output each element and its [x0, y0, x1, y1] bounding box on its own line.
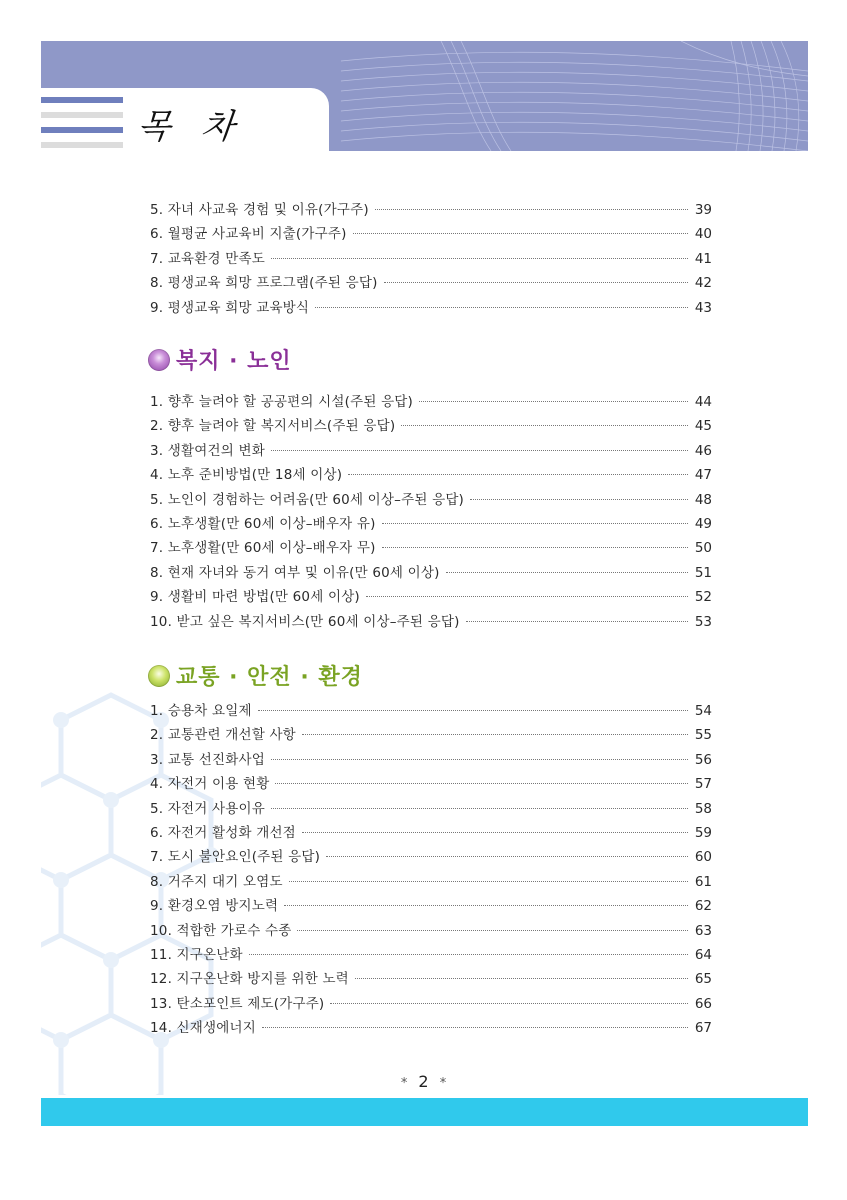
toc-entry-label: 14. 신재생에너지 — [150, 1020, 257, 1037]
toc-entry[interactable] — [150, 439, 712, 463]
dot-leader — [302, 734, 688, 735]
toc-entry[interactable] — [150, 845, 712, 869]
toc-list-welfare — [150, 390, 712, 634]
toc-entry-page: 64 — [694, 946, 712, 963]
toc-entry-page: 52 — [694, 589, 712, 606]
toc-entry-label: 9. 평생교육 희망 교육방식 — [150, 299, 310, 316]
toc-entry-page: 42 — [694, 275, 712, 292]
section-heading-transport[interactable] — [148, 660, 363, 691]
dot-leader — [275, 783, 688, 784]
toc-entry[interactable] — [150, 390, 712, 414]
toc-entry-page: 39 — [694, 202, 712, 218]
toc-entry-page: 54 — [694, 703, 712, 719]
toc-entry[interactable] — [150, 247, 712, 271]
toc-entry-page: 60 — [694, 849, 712, 866]
dot-leader — [258, 710, 688, 711]
toc-entry-page: 57 — [694, 776, 712, 793]
toc-entry-label: 6. 월평균 사교육비 지출(가구주) — [150, 226, 347, 243]
title-stripes — [41, 97, 123, 151]
toc-entry[interactable] — [150, 536, 712, 560]
toc-entry[interactable] — [150, 967, 712, 991]
toc-entry[interactable] — [150, 561, 712, 585]
section-title: 교통 · 안전 · 환경 — [176, 665, 363, 690]
toc-entry-label: 1. 향후 늘려야 할 공공편의 시설(주된 응답) — [150, 394, 414, 410]
dot-leader — [419, 401, 688, 402]
toc-entry-label: 8. 현재 자녀와 동거 여부 및 이유(만 60세 이상) — [150, 564, 440, 581]
toc-entry[interactable] — [150, 772, 712, 796]
toc-entry-page: 43 — [694, 299, 712, 316]
dot-leader — [297, 930, 688, 931]
toc-entry-page: 63 — [694, 922, 712, 939]
toc-entry-label: 7. 교육환경 만족도 — [150, 250, 265, 267]
toc-entry-label: 7. 노후생활(만 60세 이상–배우자 무) — [150, 540, 376, 557]
dot-leader — [249, 954, 688, 955]
toc-entry-label: 5. 자전거 사용이유 — [150, 800, 265, 817]
toc-entry[interactable] — [150, 992, 712, 1016]
toc-entry-page: 65 — [694, 971, 712, 988]
toc-entry-page: 56 — [694, 751, 712, 768]
header-banner — [41, 41, 808, 151]
dot-leader — [384, 282, 688, 283]
stripe — [41, 97, 123, 103]
dot-leader — [401, 425, 688, 426]
dot-leader — [382, 547, 688, 548]
toc-entry[interactable] — [150, 821, 712, 845]
dot-leader — [466, 621, 688, 622]
dot-leader — [382, 523, 688, 524]
toc-entry-label: 8. 거주지 대기 오염도 — [150, 873, 283, 890]
dot-leader — [271, 808, 688, 809]
toc-entry[interactable] — [150, 870, 712, 894]
toc-entry-page: 59 — [694, 824, 712, 841]
toc-entry-label: 4. 노후 준비방법(만 18세 이상) — [150, 467, 343, 484]
toc-list-education-continued — [150, 198, 712, 320]
section-title: 복지 · 노인 — [176, 349, 292, 374]
page-title: 목 차 — [135, 107, 247, 147]
toc-entry[interactable] — [150, 699, 712, 723]
toc-entry-page: 46 — [694, 442, 712, 459]
toc-entry-label: 4. 자전거 이용 현황 — [150, 776, 270, 793]
toc-entry-label: 7. 도시 불안요인(주된 응답) — [150, 849, 321, 866]
toc-entry-page: 41 — [694, 250, 712, 267]
toc-entry[interactable] — [150, 222, 712, 246]
toc-entry-label: 10. 받고 싶은 복지서비스(만 60세 이상–주된 응답) — [150, 613, 460, 630]
toc-entry-page: 44 — [694, 394, 712, 410]
toc-entry-page: 50 — [694, 540, 712, 557]
toc-entry-page: 66 — [694, 995, 712, 1012]
toc-entry[interactable] — [150, 296, 712, 320]
toc-entry-page: 47 — [694, 467, 712, 484]
toc-entry-page: 45 — [694, 418, 712, 435]
toc-entry[interactable] — [150, 271, 712, 295]
dot-leader — [348, 474, 688, 475]
toc-entry-page: 58 — [694, 800, 712, 817]
toc-entry-label: 2. 교통관련 개선할 사항 — [150, 727, 296, 744]
dot-leader — [271, 450, 688, 451]
toc-entry-label: 13. 탄소포인트 제도(가구주) — [150, 995, 325, 1012]
dot-leader — [289, 881, 688, 882]
toc-entry[interactable] — [150, 748, 712, 772]
toc-entry[interactable] — [150, 414, 712, 438]
toc-entry-label: 2. 향후 늘려야 할 복지서비스(주된 응답) — [150, 418, 396, 435]
toc-entry-label: 1. 승용차 요일제 — [150, 703, 252, 719]
toc-entry[interactable] — [150, 894, 712, 918]
toc-entry-label: 5. 자녀 사교육 경험 및 이유(가구주) — [150, 202, 369, 218]
toc-entry[interactable] — [150, 943, 712, 967]
stripe — [41, 127, 123, 133]
asterisk-icon: * — [400, 1076, 408, 1091]
toc-entry-page: 40 — [694, 226, 712, 243]
toc-entry[interactable] — [150, 512, 712, 536]
toc-entry-page: 49 — [694, 515, 712, 532]
toc-entry-label: 8. 평생교육 희망 프로그램(주된 응답) — [150, 275, 378, 292]
stripe — [41, 142, 123, 148]
toc-entry[interactable] — [150, 797, 712, 821]
dot-leader — [271, 258, 688, 259]
toc-entry-label: 6. 노후생활(만 60세 이상–배우자 유) — [150, 515, 376, 532]
toc-entry-label: 3. 교통 선진화사업 — [150, 751, 265, 768]
toc-entry-label: 6. 자전거 활성화 개선점 — [150, 824, 296, 841]
purple-orb-icon — [148, 349, 170, 371]
asterisk-icon: * — [439, 1076, 447, 1091]
toc-entry[interactable] — [150, 198, 712, 222]
dot-leader — [262, 1027, 688, 1028]
page-number — [0, 1072, 847, 1091]
dot-leader — [355, 978, 688, 979]
page-number-value: 2 — [418, 1072, 429, 1091]
toc-entry-label: 9. 환경오염 방지노력 — [150, 898, 279, 915]
toc-entry-page: 67 — [694, 1020, 712, 1037]
toc-entry[interactable] — [150, 1016, 712, 1040]
stripe — [41, 112, 123, 118]
footer-bar — [41, 1098, 808, 1126]
green-orb-icon — [148, 665, 170, 687]
dot-leader — [353, 233, 688, 234]
toc-entry[interactable] — [150, 723, 712, 747]
toc-entry-label: 3. 생활여건의 변화 — [150, 442, 265, 459]
dot-leader — [446, 572, 688, 573]
toc-entry[interactable] — [150, 488, 712, 512]
toc-entry-label: 5. 노인이 경험하는 어려움(만 60세 이상–주된 응답) — [150, 491, 465, 508]
toc-entry-page: 55 — [694, 727, 712, 744]
toc-entry-label: 11. 지구온난화 — [150, 946, 243, 963]
toc-entry-page: 61 — [694, 873, 712, 890]
toc-entry-label: 9. 생활비 마련 방법(만 60세 이상) — [150, 589, 360, 606]
toc-entry-label: 12. 지구온난화 방지를 위한 노력 — [150, 971, 349, 988]
dot-leader — [284, 905, 688, 906]
dot-leader — [271, 759, 688, 760]
toc-entry-label: 10. 적합한 가로수 수종 — [150, 922, 292, 939]
toc-entry-page: 51 — [694, 564, 712, 581]
toc-entry-page: 53 — [694, 613, 712, 630]
toc-entry[interactable] — [150, 463, 712, 487]
toc-entry[interactable] — [150, 610, 712, 634]
dot-leader — [375, 209, 688, 210]
dot-leader — [326, 856, 688, 857]
toc-entry-page: 48 — [694, 491, 712, 508]
toc-entry[interactable] — [150, 919, 712, 943]
toc-entry[interactable] — [150, 585, 712, 609]
toc-entry-page: 62 — [694, 898, 712, 915]
dot-leader — [366, 596, 688, 597]
section-heading-welfare[interactable] — [148, 344, 292, 375]
dot-leader — [470, 499, 688, 500]
dot-leader — [302, 832, 688, 833]
dot-leader — [315, 307, 688, 308]
dot-leader — [330, 1003, 688, 1004]
toc-list-transport — [150, 699, 712, 1040]
